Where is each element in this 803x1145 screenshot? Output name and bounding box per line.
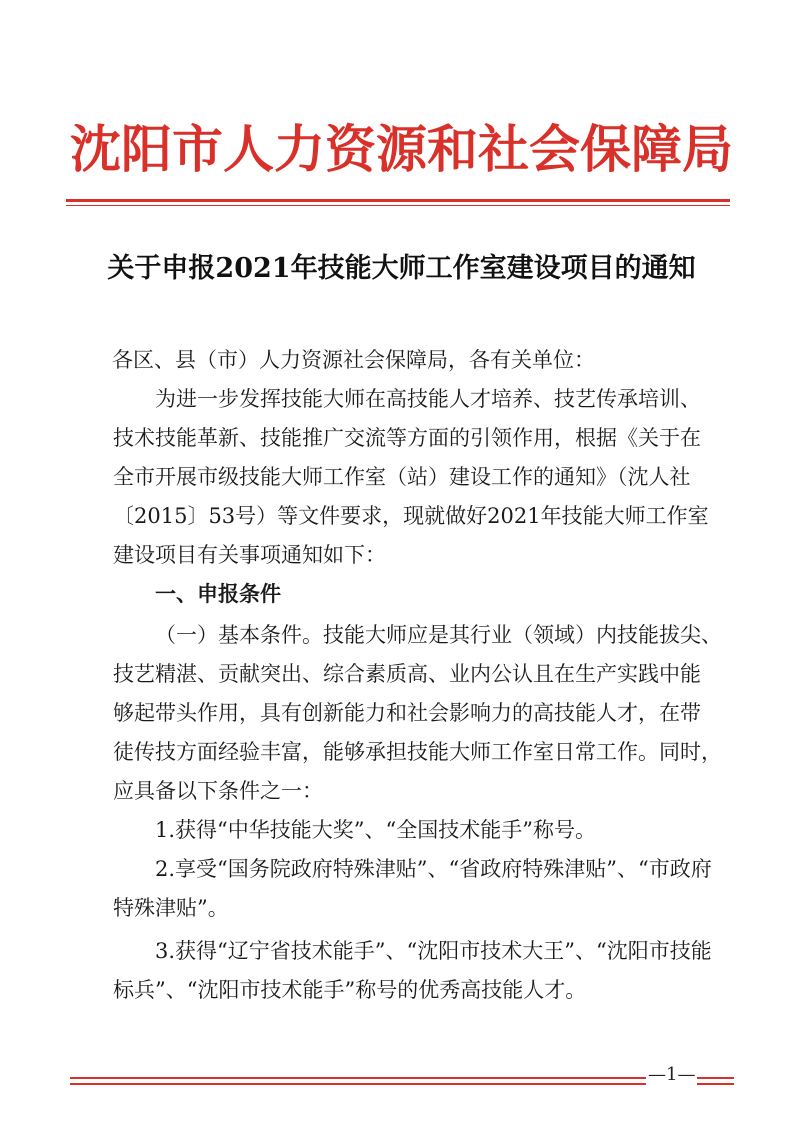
issuing-authority-header: 沈阳市人力资源和社会保障局 <box>69 120 733 180</box>
paragraph-line: 技艺精湛、贡献突出、综合素质高、业内公认且在生产实践中能 <box>113 662 701 686</box>
page-number: —1— <box>648 1064 696 1085</box>
footer-red-rule-top <box>70 1077 734 1079</box>
document-title: 关于申报2021年技能大师工作室建设项目的通知 <box>107 253 696 284</box>
paragraph-line: 〔2015〕53号）等文件要求，现就做好2021年技能大师工作室 <box>113 504 709 528</box>
condition-item: 3.获得“辽宁省技术能手”、“沈阳市技术大王”、“沈阳市技能 <box>155 939 712 963</box>
paragraph-line: 全市开展市级技能大师工作室（站）建设工作的通知》（沈人社 <box>113 465 691 489</box>
paragraph-line: （一）基本条件。技能大师应是其行业（领域）内技能拔尖、 <box>155 623 722 647</box>
header-red-rule-thick <box>66 199 730 202</box>
section-heading: 一、申报条件 <box>155 582 281 606</box>
condition-item: 1.获得“中华技能大奖”、“全国技术能手”称号。 <box>155 818 596 842</box>
paragraph-line: 建设项目有关事项通知如下： <box>113 543 386 567</box>
condition-item-continuation: 标兵”、“沈阳市技术能手”称号的优秀高技能人才。 <box>113 978 587 1002</box>
paragraph-line: 技术技能革新、技能推广交流等方面的引领作用，根据《关于在 <box>113 426 701 450</box>
condition-item-continuation: 特殊津贴”。 <box>113 896 229 920</box>
document-body <box>112 341 722 1010</box>
footer-red-rule-bottom <box>70 1083 734 1085</box>
paragraph-line: 为进一步发挥技能大师在高技能人才培养、技艺传承培训、 <box>155 387 701 411</box>
paragraph-line: 够起带头作用，具有创新能力和社会影响力的高技能人才，在带 <box>113 701 701 725</box>
header-red-rule-thin <box>66 205 730 206</box>
salutation: 各区、县（市）人力资源社会保障局，各有关单位： <box>112 348 595 372</box>
paragraph-line: 应具备以下条件之一： <box>113 779 323 803</box>
paragraph-line: 徒传技方面经验丰富，能够承担技能大师工作室日常工作。同时， <box>113 740 722 764</box>
condition-item: 2.享受“国务院政府特殊津贴”、“省政府特殊津贴”、“市政府 <box>155 857 712 881</box>
